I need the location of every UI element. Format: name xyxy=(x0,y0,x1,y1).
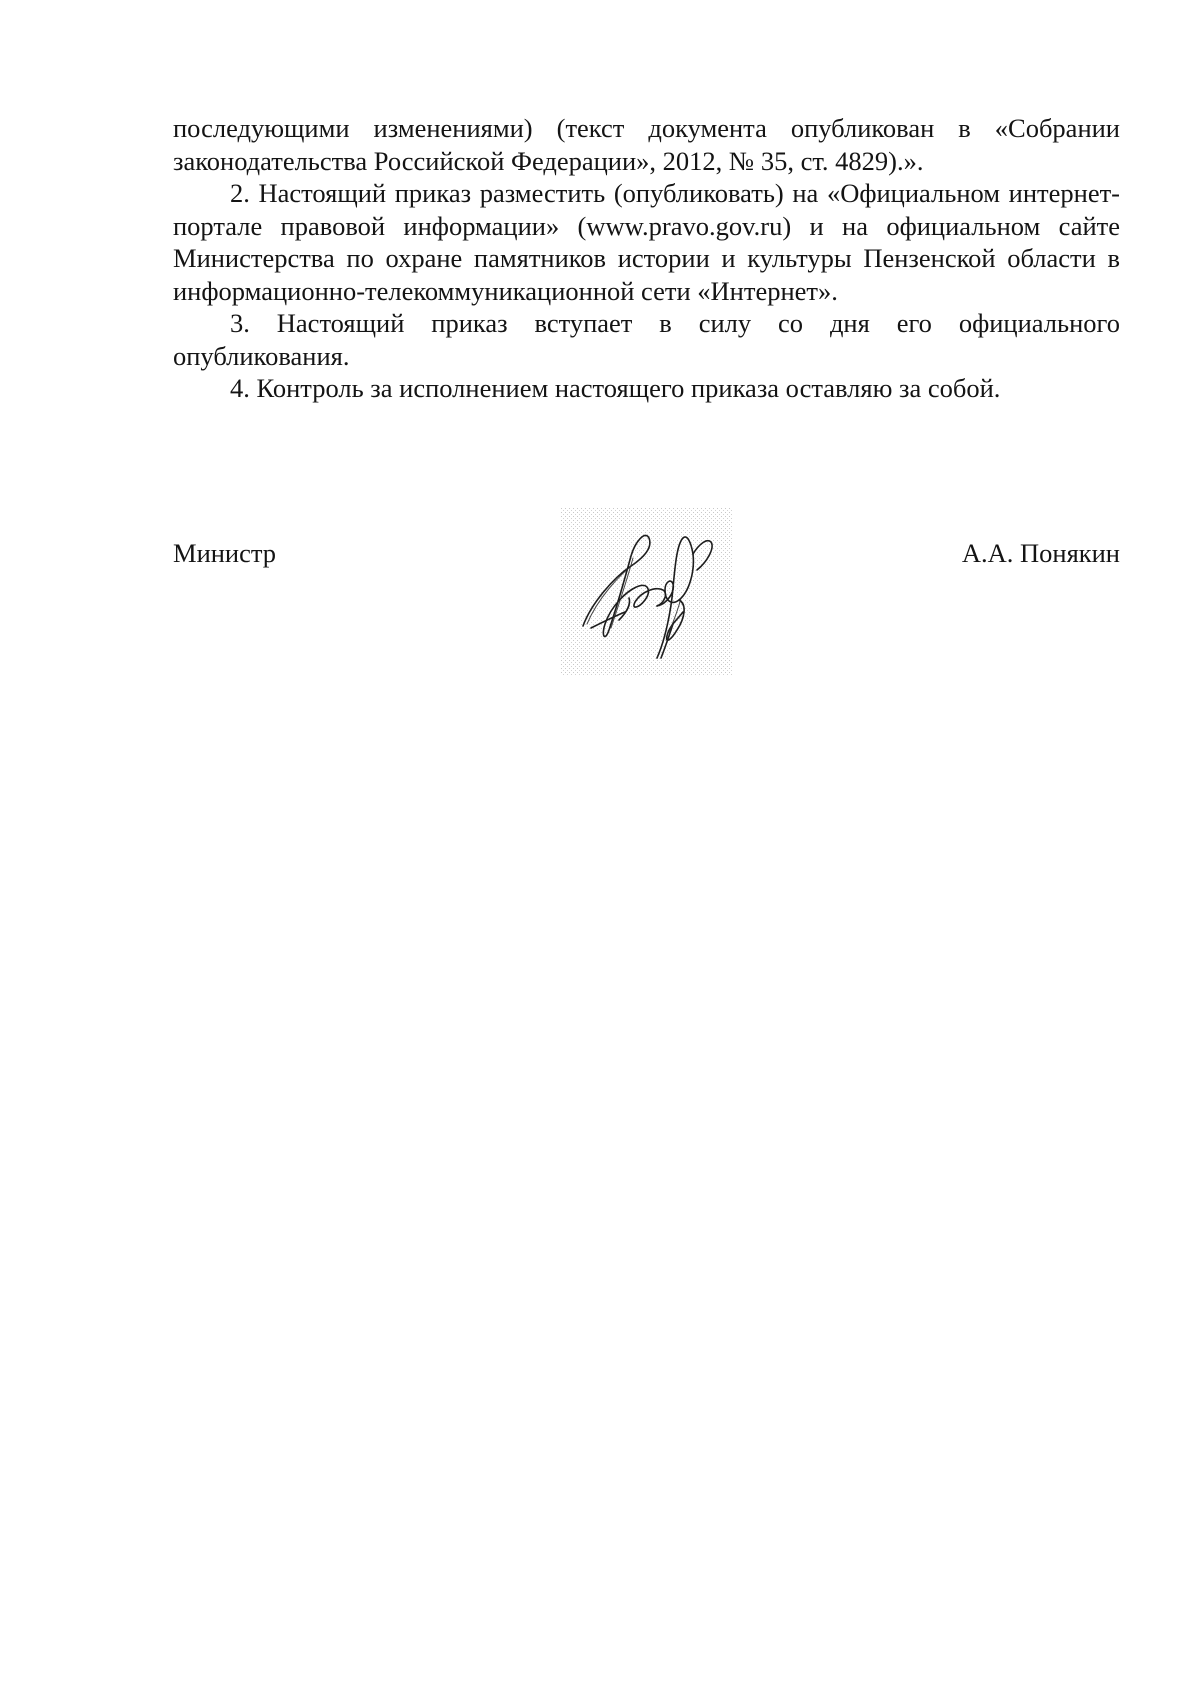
signatory-title: Министр xyxy=(173,538,277,568)
paragraph-continuation: последующими изменениями) (текст документа опубликован в «Собрании законодательства Российской Федерации», 2012, № 35, ст. 4829).». xyxy=(173,113,1120,176)
handwritten-signature-icon xyxy=(561,508,733,676)
signatory-name: А.А. Понякин xyxy=(961,538,1120,568)
paragraph-item-2: 2. Настоящий приказ разместить (опубликовать) на «Официальном интернет-портале правовой информации» (www.pravo.gov.ru) и на официальном сайте Министерства по охране памятников истории и культуры Пензенской области в информационно-телекоммуникационной сети «Интернет». xyxy=(173,178,1120,306)
document-body xyxy=(173,112,1120,405)
paragraph-item-4: 4. Контроль за исполнением настоящего приказа оставляю за собой. xyxy=(230,373,1001,403)
paragraph-item-3: 3. Настоящий приказ вступает в силу со дня его официального опубликования. xyxy=(173,308,1120,371)
